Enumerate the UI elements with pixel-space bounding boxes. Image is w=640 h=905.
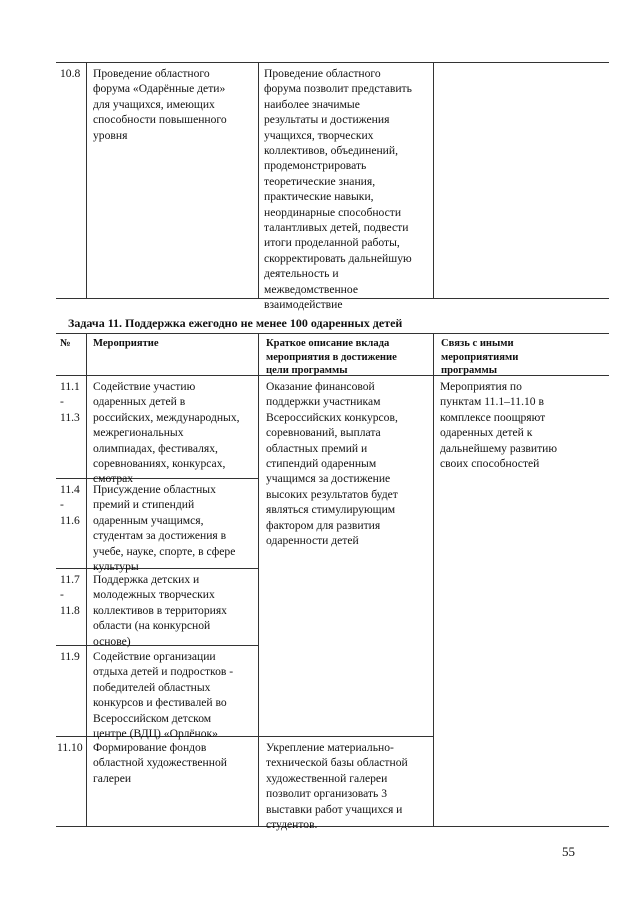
event-cell: Проведение областного форума «Одарённые дети» для учащихся, имеющих способности повышенного уровня bbox=[93, 67, 227, 142]
column-divider bbox=[433, 333, 434, 826]
event-cell: Содействие организации отдыха детей и подростков - победителей областных конкурсов и фестивалей во Всероссийском детском центре (ВДЦ) «Орлёнок» bbox=[93, 650, 234, 741]
header-underline bbox=[56, 375, 609, 376]
table-border bbox=[56, 333, 609, 334]
top-table-divider bbox=[258, 62, 259, 298]
row-number: 11.9 bbox=[60, 650, 80, 663]
top-table-divider bbox=[433, 62, 434, 298]
event-cell: Присуждение областных премий и стипендий одаренным учащимся, студентам за достижения в учебе, науке, спорте, в сфере культуры bbox=[93, 483, 236, 574]
header-description: Краткое описание вклада мероприятия в достижение цели программы bbox=[266, 338, 397, 377]
row-number: 11.7 - 11.8 bbox=[60, 573, 80, 617]
row-number: 11.1 - 11.3 bbox=[60, 380, 80, 424]
header-relation: Связь с иными мероприятиями программы bbox=[441, 338, 519, 377]
merged-description-cell: Оказание финансовой поддержки участникам Всероссийских конкурсов, соревнований, выплата областных премий и стипендий одаренным учащимся за достижение высоких результатов будет являться стимулирующим фактором для развития одаренности детей bbox=[266, 380, 398, 548]
task-title: Задача 11. Поддержка ежегодно не менее 100 одаренных детей bbox=[68, 316, 403, 330]
description-cell: Проведение областного форума позволит представить наиболее значимые результаты и достижения учащихся, творческих коллективов, объединений, продемонстрировать теоретические знания, практические навыки, неординарные способности талантливых детей, подвести итоги проделанной работы, скорректировать дальнейшую деятельность и межведомственное взаимодействие bbox=[264, 67, 412, 312]
row-number: 11.10 bbox=[57, 741, 83, 754]
header-num: № bbox=[60, 338, 71, 349]
event-cell: Содействие участию одаренных детей в российских, международных, межрегиональных олимпиадах, фестивалях, соревнованиях, конкурсах, смотрах bbox=[93, 380, 240, 486]
row-number: 10.8 bbox=[60, 67, 81, 80]
page-number: 55 bbox=[562, 844, 575, 859]
column-divider bbox=[258, 333, 259, 826]
merged-relation-cell: Мероприятия по пунктам 11.1–11.10 в комплексе поощряют одаренных детей к дальнейшему развитию своих способностей bbox=[440, 380, 558, 471]
event-cell: Поддержка детских и молодежных творческих коллективов в территориях области (на конкурсной основе) bbox=[93, 573, 227, 648]
description-cell: Укрепление материально- технической базы областной художественной галереи позволит организовать 3 выставки работ учащихся и студентов. bbox=[266, 741, 408, 832]
row-number: 11.4 - 11.6 bbox=[60, 483, 80, 527]
header-event: Мероприятие bbox=[93, 338, 159, 349]
event-cell: Формирование фондов областной художественной галереи bbox=[93, 741, 227, 785]
top-table-divider bbox=[86, 62, 87, 298]
top-table-border bbox=[56, 62, 609, 63]
